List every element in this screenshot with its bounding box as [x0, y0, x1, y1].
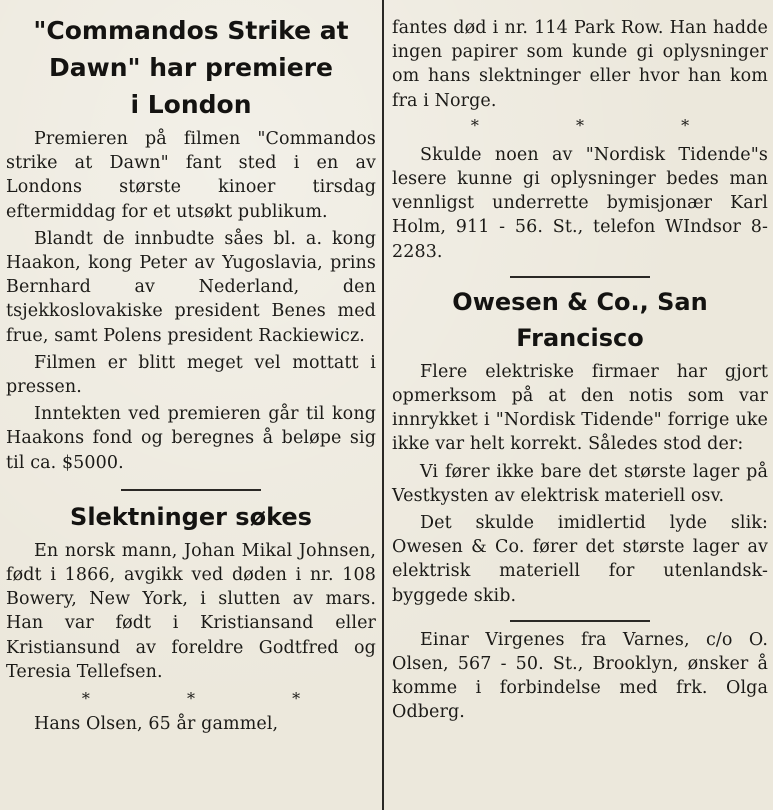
article-headline — [4, 0, 378, 123]
article-headline: Slektninger søkes — [70, 502, 312, 531]
article-owesen — [390, 284, 770, 608]
right-column — [390, 0, 770, 725]
article-commandos — [4, 0, 378, 475]
article-paragraph: Flere elektriske firmaer har gjort opmerksom på at den notis som var innrykket i "Nordisk Tidende" forrige uke ikke var helt korrekt. Således stod der: — [392, 361, 768, 455]
article-paragraph: Det skulde imidlertid lyde slik: Owesen & Co. fører det største lager av elektrisk materiell for utenlandsk-byggede skib. — [392, 513, 768, 606]
column-divider — [382, 0, 384, 810]
article-paragraph: Premieren på filmen "Commandos strike at Dawn" fant sted i en av Londons største kinoer tirsdag eftermiddag for et utsøkt publikum. — [6, 129, 376, 222]
article-paragraph: En norsk mann, Johan Mikal Johnsen, født i 1866, avgikk ved døden i nr. 108 Bowery, New York, i slutten av mars. Han var født i Kristiansand eller Kristiansund av foreldre Godtfred og Teresia Tellefsen. — [6, 540, 376, 682]
headline-line: Owesen & Co., San — [452, 287, 708, 316]
article-paragraph: Inntekten ved premieren går til kong Haakons fond og beregnes å beløpe sig til ca. $5000. — [6, 404, 376, 473]
article-paragraph: fantes død i nr. 114 Park Row. Han hadde ingen papirer som kunde gi oplysninger om hans slektninger eller hvor han kom fra i Norge. — [392, 18, 768, 111]
article-paragraph: Hans Olsen, 65 år gammel, — [34, 714, 279, 735]
separator-stars: * * * — [81, 689, 347, 709]
headline-line: "Commandos Strike at — [33, 16, 349, 45]
article-paragraph: Filmen er blitt meget vel mottatt i pressen. — [6, 352, 376, 398]
left-column — [4, 0, 378, 736]
separator-stars: * * * — [470, 115, 736, 135]
notice-paragraph: Skulde noen av "Nordisk Tidende"s lesere kunne gi oplysninger bedes man vennligst underrette bymisjonær Karl Holm, 911 - 56. St., telefon WIndsor 8-2283. — [392, 144, 768, 262]
article-paragraph: Blandt de innbudte såes bl. a. kong Haakon, kong Peter av Yugoslavia, prins Bernhard av Nederland, den tsjekkoslovakiske president Benes med frue, samt Polens president Rackiewicz. — [6, 228, 376, 346]
article-paragraph: Vi fører ikke bare det største lager på Vestkysten av elektrisk materiell osv. — [392, 461, 768, 506]
notice-paragraph: Einar Virgenes fra Varnes, c/o O. Olsen, 567 - 50. St., Brooklyn, ønsker å komme i forbindelse med frk. Olga Odberg. — [392, 629, 768, 723]
article-slektninger — [4, 499, 378, 736]
headline-line: Dawn" har premiere — [49, 53, 333, 82]
article-headline — [390, 284, 770, 356]
headline-line: Francisco — [516, 323, 644, 352]
headline-line: i London — [130, 90, 252, 119]
